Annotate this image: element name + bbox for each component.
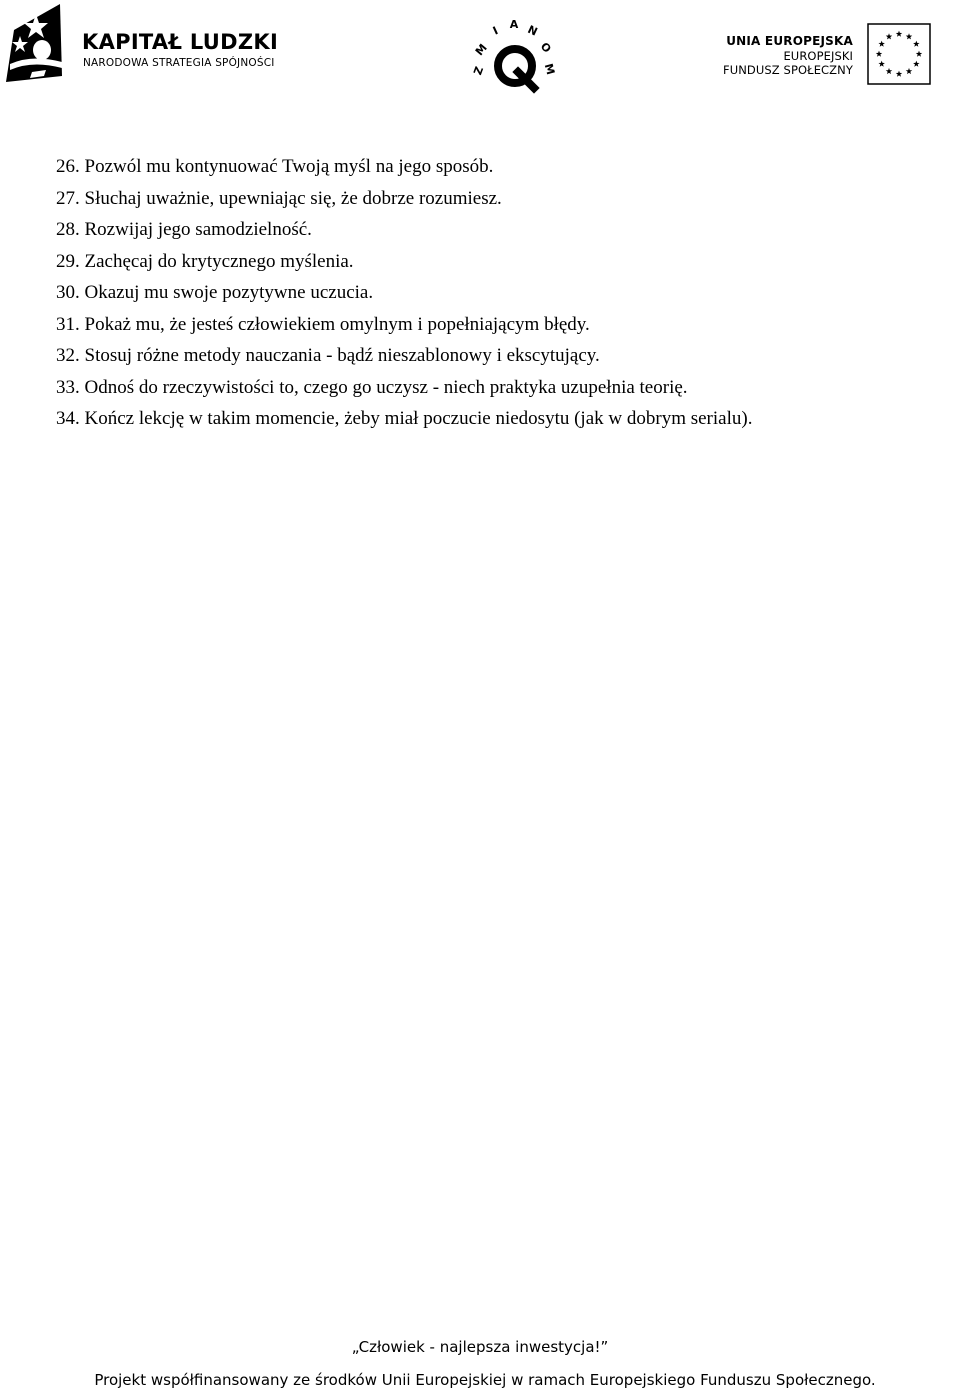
zq-letter: O [537, 39, 554, 56]
zq-letter: I [490, 24, 501, 38]
list-item: 27. Słuchaj uważnie, upewniając się, że dobrze rozumiesz. [56, 187, 502, 209]
footer-slogan: „Człowiek - najlepsza inwestycja!” [351, 1338, 609, 1356]
list-item: 26. Pozwól mu kontynuować Twoją myśl na jego sposób. [56, 156, 494, 177]
kapital-ludzki-emblem [2, 2, 72, 86]
zq-letter: N [525, 22, 540, 39]
tips-list [56, 151, 752, 435]
zq-letter: Z [471, 64, 487, 77]
zmianoq-logo [470, 14, 560, 94]
kapital-ludzki-subtitle: NARODOWA STRATEGIA SPÓJNOŚCI [83, 57, 275, 69]
eu-line-1: UNIA EUROPEJSKA [726, 34, 853, 48]
zq-letter: A [509, 18, 519, 31]
list-item: 33. Odnoś do rzeczywistości to, czego go uczysz - niech praktyka uzupełnia teorię. [56, 376, 688, 398]
kapital-ludzki-title: KAPITAŁ LUDZKI [82, 30, 279, 54]
page-header [0, 0, 960, 100]
eu-line-3: FUNDUSZ SPOŁECZNY [723, 63, 853, 77]
eu-flag-icon [867, 23, 931, 85]
eu-logo [710, 22, 935, 90]
footer-cofinancing-note: Projekt współfinansowany ze środków Unii Europejskiej w ramach Europejskiego Funduszu Społecznego. [94, 1371, 876, 1389]
kapital-ludzki-logo [2, 2, 282, 86]
zq-letter: M [472, 41, 490, 59]
list-item: 32. Stosuj różne metody nauczania - bądź nieszablonowy i ekscytujący. [56, 345, 600, 366]
list-item: 28. Rozwijaj jego samodzielność. [56, 219, 312, 240]
eu-logo-text [723, 34, 853, 77]
list-item: 30. Okazuj mu swoje pozytywne uczucia. [56, 282, 374, 303]
list-item: 31. Pokaż mu, że jesteś człowiekiem omylnym i popełniającym błędy. [56, 313, 590, 335]
list-item: 34. Kończ lekcję w takim momencie, żeby miał poczucie niedosytu (jak w dobrym serialu). [56, 408, 753, 429]
eu-line-2: EUROPEJSKI [783, 49, 853, 63]
zq-letter: M [541, 62, 558, 77]
list-item: 29. Zachęcaj do krytycznego myślenia. [56, 250, 354, 272]
